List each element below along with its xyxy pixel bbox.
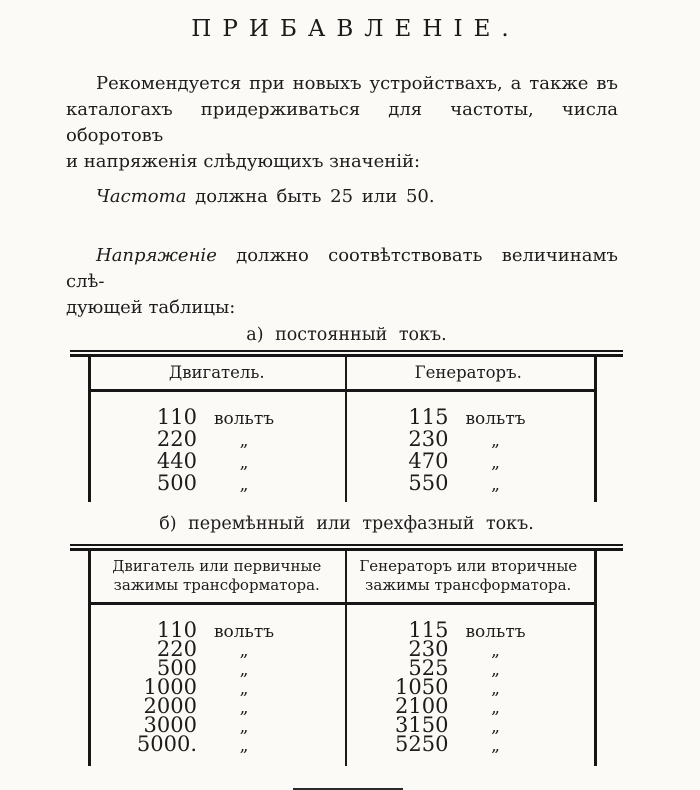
table-header-row — [91, 551, 594, 605]
intro-line-3: и напряженія слѣдующихъ значеній: — [66, 151, 421, 172]
voltage-row — [343, 449, 595, 471]
voltage-value: 115 — [408, 405, 449, 429]
motor-column — [91, 618, 343, 756]
ditto-mark: „ — [239, 475, 249, 495]
column-divider — [345, 551, 347, 766]
ditto-mark: „ — [491, 641, 500, 661]
voltage-row — [343, 618, 595, 642]
ditto-mark: „ — [491, 475, 500, 495]
table-header-row — [91, 357, 594, 392]
table-b-caption: б) перемѣнный или трехфазный токъ. — [159, 514, 534, 534]
voltage-text: должно соотвѣтствовать величинамъ слѣ- — [66, 245, 618, 292]
ditto-mark: „ — [491, 453, 500, 473]
voltage-value: 110 — [156, 618, 197, 642]
header-motor: Двигатель. — [168, 363, 265, 382]
voltage-line-1 — [66, 243, 618, 295]
voltage-row — [91, 618, 343, 642]
voltage-value: 5000. — [136, 732, 197, 756]
page-title: ПРИБАВЛЕНІЕ. — [191, 16, 520, 42]
voltage-value: 500 — [156, 656, 197, 680]
voltage-value: 3150 — [395, 713, 449, 737]
voltage-row — [91, 449, 343, 471]
voltage-value: 230 — [408, 427, 449, 451]
voltage-value: 1000 — [143, 675, 197, 699]
header-generator: Генераторъ. — [414, 363, 522, 382]
voltage-term: Напряженіе — [96, 245, 217, 266]
voltage-row — [343, 405, 595, 427]
table-frame — [88, 551, 597, 766]
ditto-mark: „ — [491, 679, 500, 699]
ditto-mark: „ — [491, 660, 500, 680]
intro-paragraph — [66, 71, 618, 175]
voltage-unit: вольтъ — [465, 622, 526, 642]
ditto-mark: „ — [239, 660, 249, 680]
header-line: зажимы трансформатора. — [365, 576, 572, 594]
table-a-caption: а) постоянный токъ. — [246, 325, 447, 345]
ditto-mark: „ — [239, 431, 249, 451]
voltage-value: 230 — [408, 637, 449, 661]
table-body — [91, 605, 594, 766]
ditto-mark: „ — [491, 717, 500, 737]
frequency-term: Частота — [96, 186, 187, 207]
voltage-value: 470 — [408, 449, 449, 473]
voltage-value: 550 — [408, 471, 449, 495]
table-top-rule — [70, 544, 623, 551]
voltage-paragraph — [66, 243, 618, 321]
table-body — [91, 392, 594, 502]
voltage-value: 220 — [156, 637, 197, 661]
voltage-row — [91, 471, 343, 493]
voltage-row — [91, 405, 343, 427]
header-line: Двигатель или первичные — [112, 557, 322, 575]
motor-column — [91, 405, 343, 493]
intro-line-2: каталогахъ придерживаться для частоты, числа оборотовъ — [66, 99, 618, 146]
voltage-row — [343, 471, 595, 493]
voltage-value: 5250 — [395, 732, 449, 756]
frequency-sentence — [66, 184, 618, 210]
ditto-mark: „ — [239, 641, 249, 661]
voltage-value: 110 — [156, 405, 197, 429]
voltage-value: 500 — [156, 471, 197, 495]
voltage-value: 2000 — [143, 694, 197, 718]
voltage-line-2: дующей таблицы: — [66, 297, 236, 318]
table-top-rule — [70, 350, 623, 357]
ditto-mark: „ — [491, 736, 500, 756]
voltage-value: 220 — [156, 427, 197, 451]
voltage-unit: вольтъ — [213, 409, 275, 429]
voltage-unit: вольтъ — [213, 622, 275, 642]
voltage-value: 1050 — [395, 675, 449, 699]
ditto-mark: „ — [491, 698, 500, 718]
voltage-row — [91, 427, 343, 449]
voltage-value: 115 — [408, 618, 449, 642]
generator-column — [343, 405, 595, 493]
ditto-mark: „ — [491, 431, 500, 451]
ditto-mark: „ — [239, 679, 249, 699]
voltage-value: 525 — [408, 656, 449, 680]
header-motor-transformer — [91, 551, 343, 602]
header-line: зажимы трансформатора. — [113, 576, 320, 594]
table-alternating-current — [70, 544, 623, 766]
ditto-mark: „ — [239, 453, 249, 473]
voltage-value: 2100 — [395, 694, 449, 718]
body-text — [66, 71, 618, 321]
ditto-mark: „ — [239, 698, 249, 718]
voltage-value: 3000 — [143, 713, 197, 737]
generator-column — [343, 618, 595, 756]
voltage-unit: вольтъ — [465, 409, 526, 429]
header-generator-transformer — [343, 551, 595, 602]
voltage-value: 440 — [156, 449, 197, 473]
table-frame — [88, 357, 597, 502]
frequency-text: должна быть 25 или 50. — [186, 186, 435, 207]
intro-line-1: Рекомендуется при новыхъ устройствахъ, а также въ — [96, 73, 618, 94]
table-direct-current — [70, 350, 623, 502]
ditto-mark: „ — [239, 717, 249, 737]
column-divider — [345, 357, 347, 502]
ditto-mark: „ — [239, 736, 249, 756]
header-line: Генераторъ или вторичные — [359, 557, 578, 575]
voltage-row — [343, 427, 595, 449]
